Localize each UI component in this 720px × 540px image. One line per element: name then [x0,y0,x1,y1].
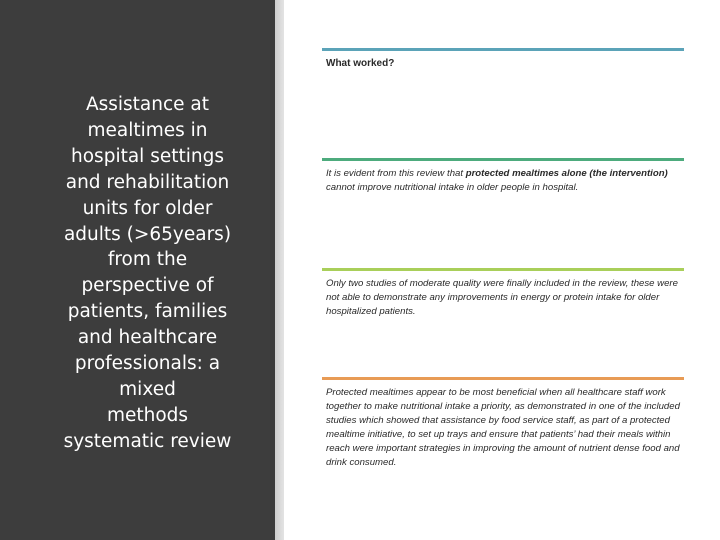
section-protected-mealtimes [322,158,684,195]
text-before: It is evident from this review that [326,168,466,179]
section-heading: What worked? [326,58,395,69]
text-after: cannot improve nutritional intake in older people in hospital. [326,182,579,193]
section-text [326,167,680,195]
text-emphasis: protected mealtimes alone (the intervention) [465,168,668,179]
section-text: Only two studies of moderate quality were finally included in the review, these were not able to demonstrate any improvements in energy or protein intake for older hospitalized patients. [326,278,678,317]
section-text: Protected mealtimes appear to be most beneficial when all healthcare staff work together to make nutritional intake a priority, as demonstrated in one of the included studies which showed that assistance by food service staff, as part of a protected mealtime initiative, to set up trays and ensure that patients’ had their meals within reach were important strategies in improving the amount of nutrient dense food and drink consumed. [326,387,680,468]
section-rule [322,377,684,380]
slide-title: Assistance at mealtimes in hospital settings and rehabilitation units for older adults (>65years) from the perspective of patients, families and healthcare professionals: a mixed methods systematic review [63,94,232,452]
section-two-studies [322,268,684,319]
section-rule [322,158,684,161]
section-rule [322,48,684,51]
divider-strip [275,0,284,540]
left-panel [0,0,275,540]
section-what-worked [322,48,684,70]
section-beneficial [322,377,684,470]
section-rule [322,268,684,271]
